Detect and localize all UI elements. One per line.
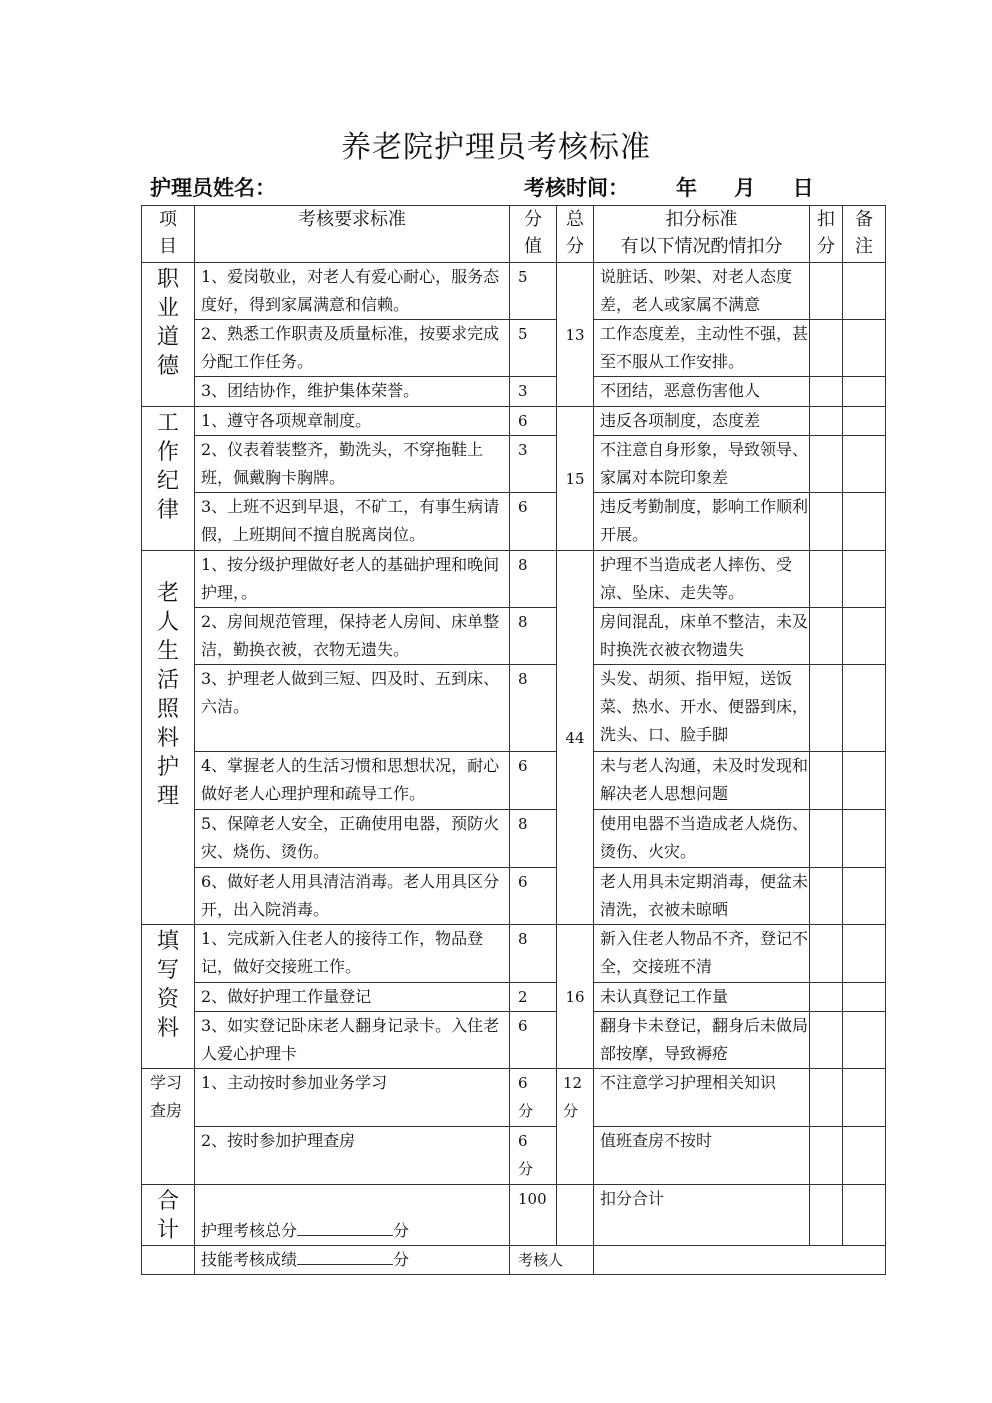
standard-cell: 2、熟悉工作职责及质量标准，按要求完成分配工作任务。: [195, 320, 510, 377]
standard-cell: 2、按时参加护理查房: [195, 1127, 510, 1185]
standard-cell: 1、爱岗敬业，对老人有爱心耐心，服务态度好，得到家属满意和信赖。: [195, 263, 510, 320]
score-cell: 8: [510, 925, 557, 983]
standard-cell: 3、上班不迟到早退，不矿工，有事生病请假，上班期间不擅自脱离岗位。: [195, 493, 510, 551]
score-cell: 6: [510, 1012, 557, 1069]
remark-cell[interactable]: [843, 608, 886, 665]
table-row: [142, 377, 886, 407]
score-cell: 6: [510, 493, 557, 551]
table-row: [142, 810, 886, 868]
remark-cell[interactable]: [843, 263, 886, 320]
examiner-signature-cell[interactable]: [594, 1246, 886, 1275]
col-deduct: 扣分: [810, 206, 843, 263]
skill-score-cell: 技能考核成绩 分: [195, 1246, 510, 1275]
standard-cell: 1、主动按时参加业务学习: [195, 1069, 510, 1127]
remark-cell[interactable]: [843, 752, 886, 810]
examiner-label: 考核人: [510, 1246, 594, 1275]
assessment-time-label: 考核时间：: [524, 175, 629, 200]
standard-cell: 2、做好护理工作量登记: [195, 983, 510, 1012]
standard-cell: 4、掌握老人的生活习惯和思想状况，耐心做好老人心理护理和疏导工作。: [195, 752, 510, 810]
deduct-cell[interactable]: [810, 1185, 843, 1246]
score-cell: 8: [510, 608, 557, 665]
deduct-cell[interactable]: [810, 320, 843, 377]
deduct-cell[interactable]: [810, 810, 843, 868]
table-row: [142, 1069, 886, 1127]
table-row: [142, 608, 886, 665]
deduct-cell[interactable]: [810, 551, 843, 608]
score-cell: 8: [510, 551, 557, 608]
deduct-standard-cell: 不团结，恶意伤害他人: [594, 377, 810, 407]
deduct-standard-cell: 翻身卡未登记，翻身后未做局部按摩，导致褥疮: [594, 1012, 810, 1069]
total-score: 100: [510, 1185, 557, 1246]
deduct-cell[interactable]: [810, 436, 843, 493]
remark-cell[interactable]: [843, 493, 886, 551]
deduct-cell[interactable]: [810, 493, 843, 551]
deduct-standard-cell: 不注意学习护理相关知识: [594, 1069, 810, 1127]
assessment-date: 年 月 日: [676, 175, 814, 200]
deduct-cell[interactable]: [810, 608, 843, 665]
standard-cell: 2、房间规范管理，保持老人房间、床单整洁，勤换衣被，衣物无遗失。: [195, 608, 510, 665]
skill-score-blank[interactable]: [297, 1250, 393, 1265]
col-total: 总分: [557, 206, 594, 263]
score-cell: 3: [510, 377, 557, 407]
score-cell: 8: [510, 665, 557, 752]
deduct-cell[interactable]: [810, 752, 843, 810]
table-row: [142, 407, 886, 436]
deduct-standard-cell: 说脏话、吵架、对老人态度差，老人或家属不满意: [594, 263, 810, 320]
nursing-total-cell: 护理考核总分 分: [195, 1185, 510, 1246]
remark-cell[interactable]: [843, 1185, 886, 1246]
deduct-standard-cell: 房间混乱，床单不整洁，未及时换洗衣被衣物遗失: [594, 608, 810, 665]
deduct-cell[interactable]: [810, 983, 843, 1012]
deduct-standard-cell: 老人用具未定期消毒，便盆未清洗，衣被未晾晒: [594, 868, 810, 925]
summary-row: [142, 1185, 886, 1246]
section-total: 16: [557, 925, 594, 1069]
table-row: [142, 551, 886, 608]
deduct-cell[interactable]: [810, 1012, 843, 1069]
score-cell: 2: [510, 983, 557, 1012]
deduct-standard-cell: 工作态度差，主动性不强，甚至不服从工作安排。: [594, 320, 810, 377]
remark-cell[interactable]: [843, 1069, 886, 1127]
deduct-standard-cell: 护理不当造成老人摔伤、受凉、坠床、走失等。: [594, 551, 810, 608]
col-remark: 备注: [843, 206, 886, 263]
remark-cell[interactable]: [843, 377, 886, 407]
deduct-cell[interactable]: [810, 1069, 843, 1127]
deduct-standard-cell: 不注意自身形象，导致领导、家属对本院印象差: [594, 436, 810, 493]
remark-cell[interactable]: [843, 810, 886, 868]
remark-cell[interactable]: [843, 868, 886, 925]
table-row: [142, 983, 886, 1012]
col-deduct-standard: 扣分标准 有以下情况酌情扣分: [594, 206, 810, 263]
page-title: 养老院护理员考核标准: [341, 130, 651, 165]
deduct-standard-cell: 违反各项制度，态度差: [594, 407, 810, 436]
score-cell: 3: [510, 436, 557, 493]
remark-cell[interactable]: [843, 320, 886, 377]
remark-cell[interactable]: [843, 551, 886, 608]
nursing-total-blank[interactable]: [297, 1221, 393, 1236]
section-name: 学习查房: [142, 1069, 195, 1185]
deduct-standard-cell: 未与老人沟通，未及时发现和解决老人思想问题: [594, 752, 810, 810]
blank-cell: [142, 1246, 195, 1275]
deduct-total-label: 扣分合计: [594, 1185, 810, 1246]
score-cell: 5: [510, 263, 557, 320]
blank-cell: [557, 1185, 594, 1246]
summary-row: [142, 1246, 886, 1275]
score-cell: 6: [510, 752, 557, 810]
remark-cell[interactable]: [843, 1127, 886, 1185]
section-total: 15: [557, 407, 594, 551]
caregiver-name-label: 护理员姓名：: [150, 175, 276, 200]
standard-cell: 3、如实登记卧床老人翻身记录卡。入住老人爱心护理卡: [195, 1012, 510, 1069]
remark-cell[interactable]: [843, 983, 886, 1012]
deduct-cell[interactable]: [810, 925, 843, 983]
table-row: [142, 493, 886, 551]
col-item: 项目: [142, 206, 195, 263]
table-header-row: [142, 206, 886, 263]
remark-cell[interactable]: [843, 665, 886, 752]
deduct-cell[interactable]: [810, 377, 843, 407]
table-row: [142, 1012, 886, 1069]
section-name: 老人生活照料护理: [142, 551, 195, 925]
deduct-cell[interactable]: [810, 1127, 843, 1185]
score-cell: 6: [510, 407, 557, 436]
deduct-standard-cell: 新入住老人物品不齐，登记不全，交接班不清: [594, 925, 810, 983]
section-name: 工作纪律: [142, 407, 195, 551]
standard-cell: 1、按分级护理做好老人的基础护理和晚间护理，。: [195, 551, 510, 608]
section-total: 13: [557, 263, 594, 407]
table-row: [142, 925, 886, 983]
remark-cell[interactable]: [843, 1012, 886, 1069]
score-cell: 6分: [510, 1069, 557, 1127]
score-cell: 6: [510, 868, 557, 925]
table-row: [142, 320, 886, 377]
table-row: [142, 1127, 886, 1185]
deduct-standard-cell: 头发、胡须、指甲短，送饭菜、热水、开水、便器到床，洗头、口、脸手脚: [594, 665, 810, 752]
section-name: 职业道德: [142, 263, 195, 407]
deduct-cell[interactable]: [810, 263, 843, 320]
score-cell: 5: [510, 320, 557, 377]
remark-cell[interactable]: [843, 407, 886, 436]
col-score: 分值: [510, 206, 557, 263]
remark-cell[interactable]: [843, 436, 886, 493]
standard-cell: 2、仪表着装整齐，勤洗头，不穿拖鞋上班，佩戴胸卡胸牌。: [195, 436, 510, 493]
standard-cell: 6、做好老人用具清洁消毒。老人用具区分开，出入院消毒。: [195, 868, 510, 925]
section-total: 12分: [557, 1069, 594, 1185]
deduct-standard-cell: 使用电器不当造成老人烧伤、烫伤、火灾。: [594, 810, 810, 868]
col-standard: 考核要求标准: [195, 206, 510, 263]
standard-cell: 3、护理老人做到三短、四及时、五到床、六洁。: [195, 665, 510, 752]
standard-cell: 1、完成新入住老人的接待工作，物品登记，做好交接班工作。: [195, 925, 510, 983]
standard-cell: 1、遵守各项规章制度。: [195, 407, 510, 436]
table-row: [142, 752, 886, 810]
summary-label: 合计: [142, 1185, 195, 1246]
table-row: [142, 665, 886, 752]
score-cell: 6分: [510, 1127, 557, 1185]
assessment-table: [141, 205, 886, 1275]
deduct-standard-cell: 违反考勤制度，影响工作顺利开展。: [594, 493, 810, 551]
table-row: [142, 436, 886, 493]
deduct-cell[interactable]: [810, 868, 843, 925]
deduct-cell[interactable]: [810, 407, 843, 436]
remark-cell[interactable]: [843, 925, 886, 983]
section-total: 44: [557, 551, 594, 925]
table-row: [142, 263, 886, 320]
deduct-cell[interactable]: [810, 665, 843, 752]
standard-cell: 5、保障老人安全，正确使用电器，预防火灾、烧伤、烫伤。: [195, 810, 510, 868]
deduct-standard-cell: 未认真登记工作量: [594, 983, 810, 1012]
score-cell: 8: [510, 810, 557, 868]
standard-cell: 3、团结协作，维护集体荣誉。: [195, 377, 510, 407]
table-row: [142, 868, 886, 925]
deduct-standard-cell: 值班查房不按时: [594, 1127, 810, 1185]
section-name: 填写资料: [142, 925, 195, 1069]
